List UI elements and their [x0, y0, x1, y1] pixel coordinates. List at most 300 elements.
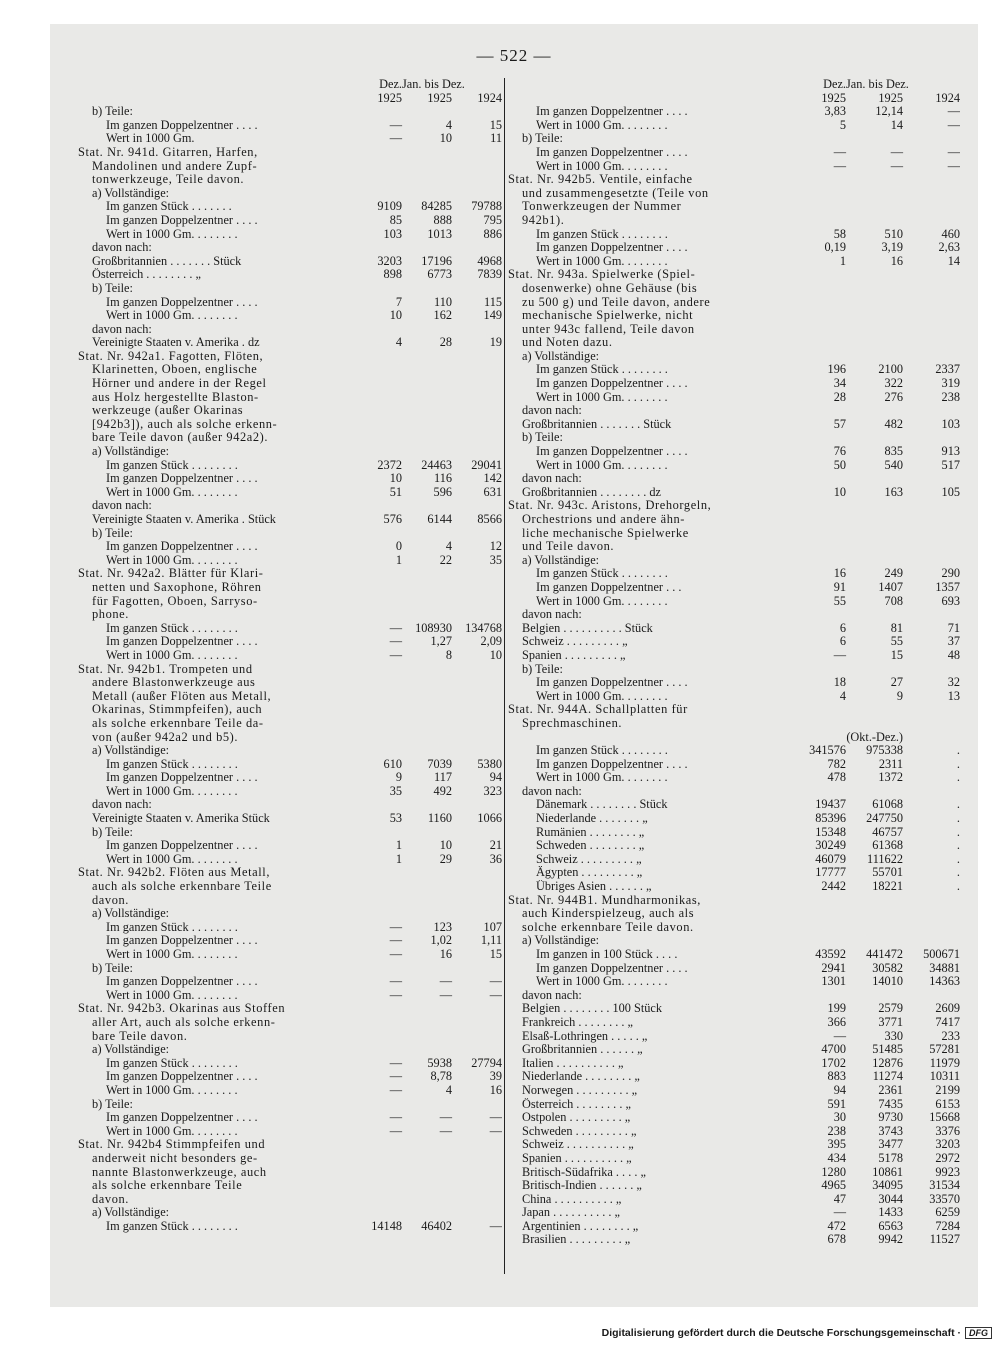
section-heading-line — [78, 663, 502, 677]
section-heading-line — [508, 173, 960, 187]
value-c: — — [489, 1219, 502, 1233]
value-b: 596 — [433, 485, 452, 499]
table-row — [508, 798, 960, 812]
value-b: 16 — [439, 948, 452, 961]
table-row — [78, 635, 502, 649]
value-c: 21 — [489, 839, 502, 853]
table-row — [78, 812, 502, 826]
table-row — [508, 418, 960, 432]
row-label: Dänemark . . . . . . . . Stück — [536, 798, 668, 812]
row-label: Wert in 1000 Gm. . . . . . . . — [536, 159, 668, 173]
section-heading-line — [508, 527, 960, 541]
value-b: 3743 — [878, 1124, 903, 1138]
row-label: für Fagotten, Oboen, Sarryso- — [92, 594, 258, 608]
row-label: Wert in 1000 Gm. . . . . . . . — [536, 975, 668, 989]
section-heading-line — [78, 567, 502, 581]
row-label: Britisch-Indien . . . . . . „ — [522, 1179, 642, 1193]
value-a: 57 — [833, 417, 846, 431]
table-row — [508, 839, 960, 853]
value-b: 322 — [884, 377, 903, 391]
table-row — [508, 744, 960, 758]
row-label: unter 943c fallend, Teile davon — [522, 322, 695, 336]
value-b: 11274 — [872, 1070, 903, 1084]
value-b: — — [890, 159, 903, 173]
section-heading-line — [78, 1193, 502, 1207]
row-label: davon nach: — [92, 241, 152, 255]
section-heading-line — [78, 608, 502, 622]
value-a: 3,83 — [824, 105, 846, 119]
section-heading-line — [78, 1166, 502, 1180]
table-row — [508, 146, 960, 160]
table-row — [78, 771, 502, 785]
value-a: 2941 — [821, 961, 846, 975]
section-heading-line — [508, 894, 960, 908]
row-label: Wert in 1000 Gm. . . . . . . . — [106, 485, 238, 499]
value-b: 12,14 — [875, 105, 903, 119]
table-row — [508, 962, 960, 976]
table-row — [78, 785, 502, 799]
section-heading-line — [78, 363, 502, 377]
row-label: und Teile davon. — [522, 540, 615, 554]
value-b: 7039 — [427, 757, 452, 771]
section-heading-line — [508, 282, 960, 296]
row-label: Wert in 1000 Gm. . . . . . . . — [106, 309, 238, 323]
row-label: Mandolinen und andere Zupf- — [92, 159, 258, 173]
value-c: 142 — [483, 472, 502, 486]
page-number: — 522 — — [476, 46, 552, 65]
value-a: 6 — [839, 635, 846, 649]
row-label: zu 500 g) und Teile davon, andere — [522, 295, 711, 309]
value-c: . — [956, 798, 960, 812]
value-c: — — [489, 988, 502, 1002]
value-b: 276 — [884, 390, 903, 404]
table-row — [508, 445, 960, 459]
section-heading-line — [78, 391, 502, 405]
value-b: 2311 — [878, 757, 903, 771]
row-label: a) Vollständige: — [92, 445, 170, 459]
section-heading-line — [508, 214, 960, 228]
value-a: 678 — [827, 1233, 846, 1247]
row-label: aus Holz hergestellte Blaston- — [92, 390, 259, 404]
value-c: 37 — [947, 635, 960, 649]
row-label: als solche erkennbare Teile — [92, 1179, 243, 1193]
table-row — [78, 622, 502, 636]
value-b: 84285 — [421, 200, 452, 214]
value-a: 782 — [827, 757, 846, 771]
footer-credit — [602, 1327, 992, 1339]
row-label: Im ganzen Doppelzentner . . . . — [106, 771, 258, 785]
row-label: davon nach: — [522, 784, 582, 798]
row-label: Großbritannien . . . . . . . Stück — [92, 254, 242, 268]
column-header-row — [508, 92, 960, 106]
value-b: 2100 — [878, 363, 903, 377]
value-b: — — [439, 1111, 452, 1125]
row-label: dosenwerke) ohne Gehäuse (bis — [522, 281, 698, 295]
value-c: 103 — [941, 417, 960, 431]
table-row — [78, 472, 502, 486]
row-label: davon. — [92, 1192, 129, 1206]
value-b: 5178 — [878, 1151, 903, 1165]
left-column — [78, 78, 502, 1233]
row-label: Wert in 1000 Gm. . . . . . . . — [106, 784, 238, 798]
section-heading-line — [78, 173, 502, 187]
row-label: Wert in 1000 Gm. . . . . . . . — [106, 553, 238, 567]
value-b: 108930 — [415, 621, 452, 635]
row-label: davon nach: — [92, 798, 152, 812]
value-a: 2372 — [377, 458, 402, 472]
value-c: 7284 — [935, 1219, 960, 1233]
value-c: 10 — [489, 648, 502, 662]
row-label: phone. — [92, 608, 129, 622]
value-b: 249 — [884, 567, 903, 581]
value-b: 482 — [884, 417, 903, 431]
table-row — [78, 1057, 502, 1071]
row-label: Stat. Nr. 942b5. Ventile, einfache — [508, 173, 693, 187]
table-row — [78, 1125, 502, 1139]
table-row — [508, 595, 960, 609]
value-b: 975338 — [866, 744, 903, 758]
value-c: 39 — [489, 1070, 502, 1084]
value-a: 19437 — [815, 798, 846, 812]
row-label: Wert in 1000 Gm. . . . . . . . — [536, 254, 668, 268]
row-label: b) Teile: — [92, 281, 133, 295]
value-c: 1066 — [477, 812, 502, 826]
value-c: 2,09 — [480, 635, 502, 649]
value-b: 51485 — [872, 1043, 903, 1057]
table-row — [78, 554, 502, 568]
value-b: 15 — [890, 648, 903, 662]
value-c: 11527 — [929, 1233, 960, 1247]
value-c: 2972 — [935, 1151, 960, 1165]
row-label: Stat. Nr. 942b4 Stimmpfeifen und — [78, 1138, 266, 1152]
row-label: Wert in 1000 Gm. . . . . . . . — [536, 771, 668, 785]
row-label: Österreich . . . . . . . . „ — [522, 1097, 631, 1111]
value-a: 4 — [839, 689, 846, 703]
value-a: 94 — [833, 1083, 846, 1097]
row-label: Im ganzen Doppelzentner . . . . — [106, 934, 258, 948]
value-c: 149 — [483, 309, 502, 323]
row-label: Im ganzen Stück . . . . . . . . — [536, 744, 668, 758]
table-row — [508, 649, 960, 663]
table-row — [508, 622, 960, 636]
row-label: Im ganzen Doppelzentner . . . . — [106, 118, 258, 132]
row-label: Im ganzen Doppelzentner . . . . — [536, 241, 688, 255]
value-a: 30 — [833, 1111, 846, 1125]
row-label: Wert in 1000 Gm. . . . . . . . — [106, 1124, 238, 1138]
section-heading-line — [78, 1152, 502, 1166]
value-b: 492 — [433, 784, 452, 798]
row-label: Im ganzen Doppelzentner . . . . — [106, 975, 258, 989]
value-a: 1 — [395, 839, 402, 853]
value-a: 883 — [827, 1070, 846, 1084]
value-c: — — [489, 1111, 502, 1125]
row-label: Vereinigte Staaten v. Amerika Stück — [92, 812, 270, 826]
value-c: — — [489, 1124, 502, 1138]
section-heading-line — [508, 907, 960, 921]
row-label: und Noten dazu. — [522, 336, 613, 350]
section-heading-line — [78, 418, 502, 432]
value-a: — — [389, 948, 402, 961]
value-c: 33570 — [929, 1192, 960, 1206]
table-row — [78, 187, 502, 201]
table-row — [508, 812, 960, 826]
row-label: Im ganzen Doppelzentner . . . . — [106, 472, 258, 486]
value-a: 0 — [395, 540, 402, 554]
value-a: 2442 — [821, 880, 846, 894]
value-c: — — [489, 975, 502, 989]
row-label: b) Teile: — [522, 662, 563, 676]
value-c: . — [956, 825, 960, 839]
row-label: b) Teile: — [92, 1097, 133, 1111]
table-row — [78, 499, 502, 513]
row-label: Im ganzen Doppelzentner . . . . — [106, 295, 258, 309]
row-label: Schweden . . . . . . . . „ — [536, 839, 645, 853]
row-label: Stat. Nr. 942b2. Flöten aus Metall, — [78, 866, 271, 880]
value-c: 57281 — [929, 1043, 960, 1057]
value-a: 7 — [395, 295, 402, 309]
right-column — [508, 78, 960, 1247]
row-label: Wert in 1000 Gm. . . . . . . . — [536, 458, 668, 472]
value-b: — — [439, 975, 452, 989]
value-b: 441472 — [866, 948, 903, 961]
table-row — [508, 635, 960, 649]
value-c: 238 — [941, 390, 960, 404]
value-a: 35 — [389, 784, 402, 798]
value-b: 3044 — [878, 1192, 903, 1206]
row-label: Wert in 1000 Gm. . . . . . . . — [536, 594, 668, 608]
table-row — [508, 785, 960, 799]
value-a: 58 — [833, 227, 846, 241]
value-c: 631 — [483, 485, 502, 499]
row-label: auch als solche erkennbare Teile — [92, 880, 272, 894]
row-label: Wert in 1000 Gm. . . . . . . . — [106, 948, 238, 961]
value-c: 2199 — [935, 1083, 960, 1097]
row-label: aller Art, auch als solche erkenn- — [92, 1015, 276, 1029]
row-label: Vereinigte Staaten v. Amerika . Stück — [92, 513, 276, 526]
value-a: 17777 — [815, 866, 846, 880]
row-label: Im ganzen Doppelzentner . . . . — [536, 377, 688, 391]
table-row — [78, 132, 502, 146]
value-b: 46402 — [421, 1219, 452, 1233]
row-label: tonwerkzeuge, Teile davon. — [92, 173, 245, 187]
row-label: Wert in 1000 Gm. . . . . . . . — [536, 689, 668, 703]
row-label: Im ganzen Doppelzentner . . . . — [106, 540, 258, 554]
row-label: Rumänien . . . . . . . . „ — [536, 825, 645, 839]
row-label: Wert in 1000 Gm. . . . . . . . — [106, 988, 238, 1002]
table-row — [78, 486, 502, 500]
value-a: 30249 — [815, 839, 846, 853]
value-c: 1,11 — [480, 934, 502, 948]
value-c: 105 — [941, 485, 960, 499]
section-heading-line — [78, 1016, 502, 1030]
row-label: b) Teile: — [522, 132, 563, 146]
row-label: Im ganzen Doppelzentner . . . . — [106, 839, 258, 853]
value-a: — — [389, 648, 402, 662]
value-c: . — [956, 771, 960, 785]
row-label: Wert in 1000 Gm. . . . . . . . — [106, 648, 238, 662]
row-label: 942b1). — [522, 213, 565, 227]
value-a: — — [389, 132, 402, 146]
section-heading-line — [508, 703, 960, 717]
value-c: 913 — [941, 445, 960, 459]
value-b: 18221 — [872, 880, 903, 894]
table-row — [508, 105, 960, 119]
value-c: 79788 — [471, 200, 502, 214]
table-row — [78, 1070, 502, 1084]
value-b: 247750 — [866, 812, 903, 826]
table-row — [508, 1002, 960, 1016]
table-row — [508, 554, 960, 568]
value-a: 576 — [383, 513, 402, 526]
row-label: b) Teile: — [522, 431, 563, 445]
value-a: 43592 — [815, 948, 846, 961]
table-row — [508, 377, 960, 391]
column-header-row — [508, 78, 960, 92]
row-label: b) Teile: — [92, 105, 133, 119]
table-row — [78, 1043, 502, 1057]
value-a: 478 — [827, 771, 846, 785]
table-row — [508, 160, 960, 174]
section-heading-line — [78, 404, 502, 418]
value-b: 1013 — [427, 227, 452, 241]
row-label: Schweiz . . . . . . . . . . „ — [522, 1138, 634, 1152]
row-label: als solche erkennbare Teile da- — [92, 716, 264, 730]
table-row — [78, 445, 502, 459]
row-label: Großbritannien . . . . . . . Stück — [522, 417, 672, 431]
value-b: 708 — [884, 594, 903, 608]
value-b: 117 — [434, 771, 452, 785]
table-row — [78, 975, 502, 989]
row-label: Im ganzen Doppelzentner . . . . — [536, 145, 688, 159]
value-b: 55 — [890, 635, 903, 649]
value-c: 2609 — [935, 1002, 960, 1016]
value-b: — — [890, 145, 903, 159]
value-b: 9942 — [878, 1233, 903, 1247]
dfg-logo: DFG — [965, 1327, 992, 1339]
row-label: davon nach: — [522, 988, 582, 1002]
value-a: — — [389, 635, 402, 649]
section-heading-line — [508, 268, 960, 282]
value-b: 4 — [445, 1083, 452, 1097]
table-row — [508, 241, 960, 255]
row-label: Wert in 1000 Gm. . . . . . . . — [106, 852, 238, 866]
value-b: 61068 — [872, 798, 903, 812]
row-label: Im ganzen Stück . . . . . . . . — [536, 567, 668, 581]
value-b: 162 — [433, 309, 452, 323]
value-b: 6563 — [878, 1219, 903, 1233]
value-a: — — [389, 975, 402, 989]
row-label: Stat. Nr. 944A. Schallplatten für — [508, 703, 688, 717]
row-label: Im ganzen Stück . . . . . . . . — [106, 1056, 238, 1070]
value-b: Jan. bis Dez. — [402, 78, 465, 91]
row-label: Stat. Nr. 942b3. Okarinas aus Stoffen — [78, 1002, 286, 1016]
table-row — [508, 608, 960, 622]
table-row — [508, 459, 960, 473]
row-label: Spanien . . . . . . . . . . „ — [522, 1151, 632, 1165]
value-c: . — [956, 744, 960, 758]
row-label: Britisch-Südafrika . . . . „ — [522, 1165, 646, 1179]
table-row — [508, 1152, 960, 1166]
table-row — [78, 1206, 502, 1220]
table-row — [508, 255, 960, 269]
value-c: 13 — [947, 689, 960, 703]
value-b: 30582 — [872, 961, 903, 975]
value-c: 14 — [947, 254, 960, 268]
value-c: 233 — [941, 1029, 960, 1043]
value-a: 199 — [827, 1002, 846, 1016]
table-row — [508, 676, 960, 690]
table-row — [508, 1179, 960, 1193]
row-label: Belgien . . . . . . . . . . Stück — [522, 621, 653, 635]
row-label: Argentinien . . . . . . . . „ — [522, 1219, 639, 1233]
value-a: — — [389, 118, 402, 132]
value-b: 111622 — [867, 852, 903, 866]
row-label: Im ganzen Doppelzentner . . . . — [536, 676, 688, 690]
value-a: — — [389, 1111, 402, 1125]
value-b: 17196 — [421, 254, 452, 268]
column-divider — [504, 78, 505, 1274]
row-label: Vereinigte Staaten v. Amerika . dz — [92, 336, 260, 350]
table-row — [508, 132, 960, 146]
value-b: 81 — [890, 621, 903, 635]
table-row — [78, 989, 502, 1003]
value-c: 319 — [941, 377, 960, 391]
table-row — [508, 363, 960, 377]
table-row — [508, 826, 960, 840]
table-row — [508, 880, 960, 894]
row-label: Schweden . . . . . . . . . „ — [522, 1124, 637, 1138]
section-heading-line — [78, 1002, 502, 1016]
row-label: Im ganzen Stück . . . . . . . — [106, 200, 232, 214]
column-header-row — [78, 78, 502, 92]
value-b: 12876 — [872, 1056, 903, 1070]
value-a: 47 — [833, 1192, 846, 1206]
table-row — [508, 975, 960, 989]
value-c: 32 — [947, 676, 960, 690]
row-label: Wert in 1000 Gm. — [106, 132, 195, 146]
value-b: 110 — [434, 295, 452, 309]
row-label: Im ganzen Stück . . . . . . . . — [106, 1219, 238, 1233]
table-row — [78, 948, 502, 962]
value-a: 1702 — [821, 1056, 846, 1070]
value-a: 366 — [827, 1015, 846, 1029]
value-a: 10 — [389, 472, 402, 486]
value-c: 2337 — [935, 363, 960, 377]
value-b: 55701 — [872, 866, 903, 880]
value-c: 8566 — [477, 513, 502, 526]
table-row — [78, 105, 502, 119]
value-c: 886 — [483, 227, 502, 241]
table-row — [508, 1070, 960, 1084]
value-a: — — [389, 1124, 402, 1138]
value-a: 10 — [833, 485, 846, 499]
value-c: 9923 — [935, 1165, 960, 1179]
value-c: 35 — [489, 553, 502, 567]
table-row — [508, 663, 960, 677]
value-b: 123 — [433, 920, 452, 934]
table-row — [508, 1098, 960, 1112]
row-label: Im ganzen Doppelzentner . . . . — [536, 105, 688, 119]
section-heading-line — [508, 200, 960, 214]
value-b: 1,02 — [430, 934, 452, 948]
row-label: a) Vollständige: — [522, 553, 600, 567]
row-label: Hörner und andere in der Regel — [92, 377, 267, 391]
value-a: 55 — [833, 594, 846, 608]
value-c: 693 — [941, 594, 960, 608]
table-row — [78, 200, 502, 214]
row-label: davon nach: — [522, 608, 582, 622]
value-b: 16 — [890, 254, 903, 268]
